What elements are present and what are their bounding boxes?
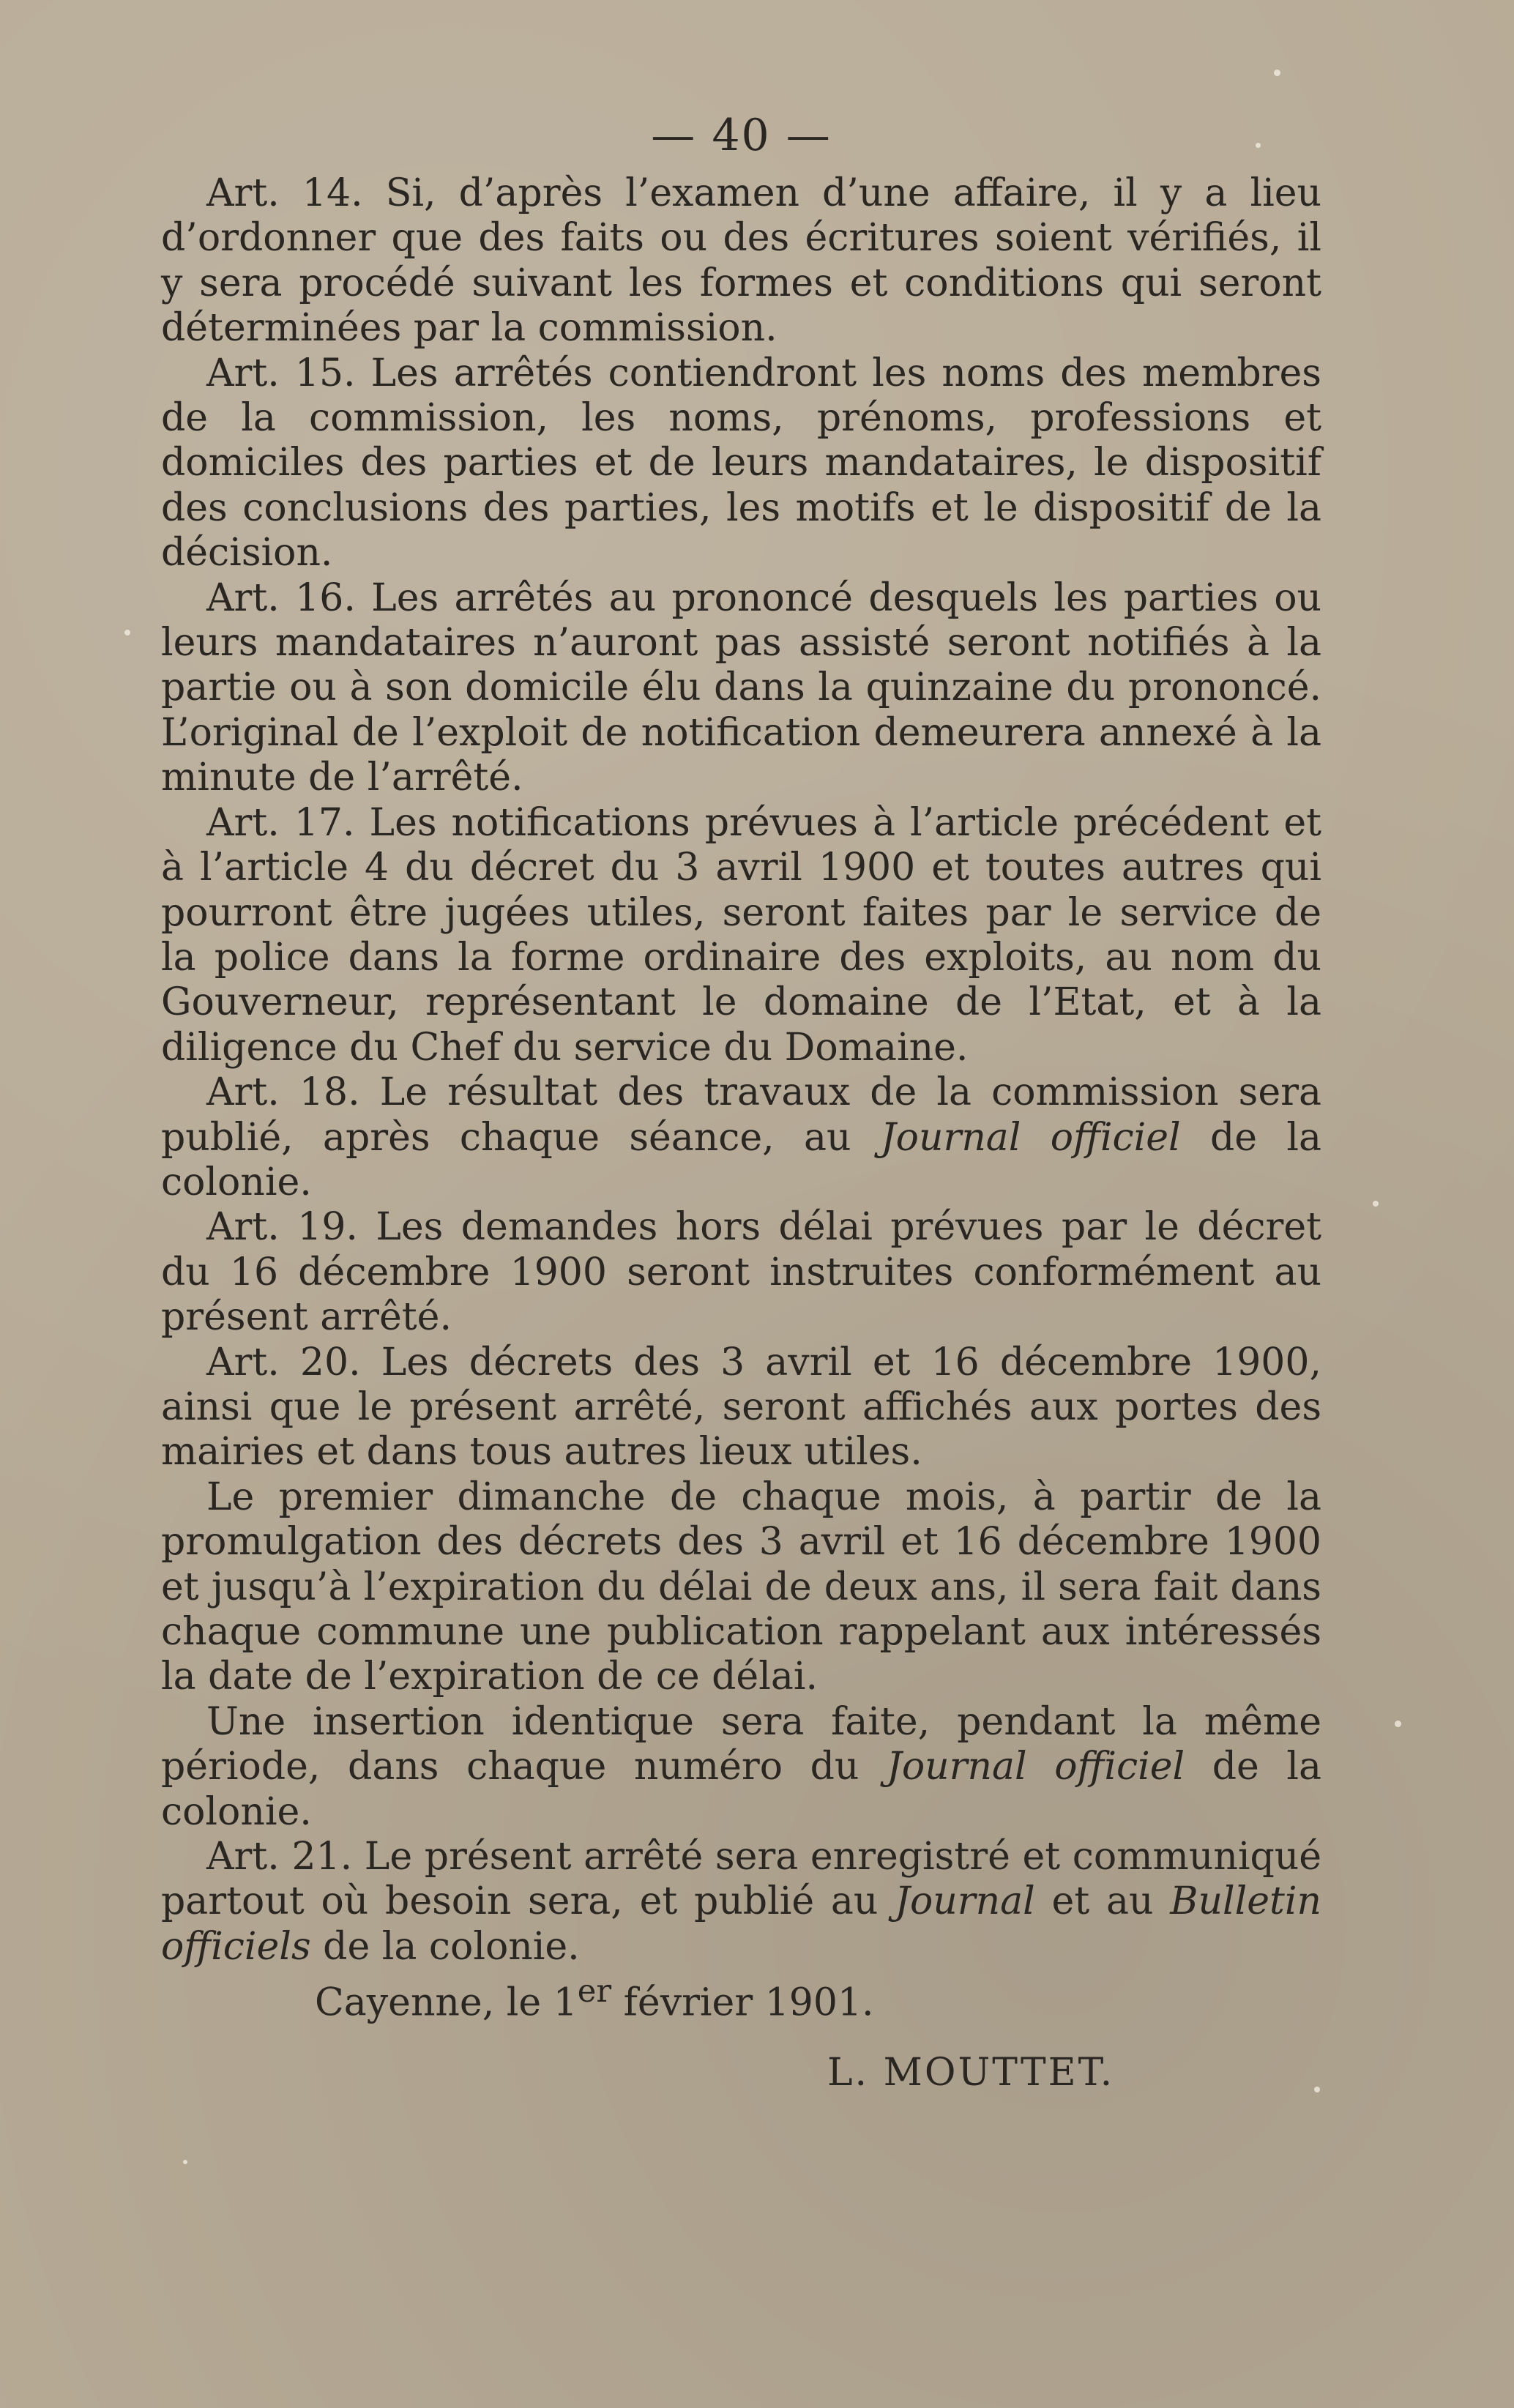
article-14: Art. 14. Si, d’après l’examen d’une affaire, il y a lieu d’ordonner que des faits ou des écritures soient vérifiés, il y sera procédé suivant les formes et conditions qui seront déterminées par la commission. xyxy=(161,171,1321,351)
paper-speck xyxy=(1256,143,1261,148)
article-21-middle: et au xyxy=(1034,1879,1171,1924)
article-21 xyxy=(161,1835,1321,1969)
article-18-text: Art. 18. Le résultat des travaux de la commission sera publié, après chaque séance, au xyxy=(161,1070,1321,1160)
article-20: Art. 20. Les décrets des 3 avril et 16 décembre 1900, ainsi que le présent arrêté, seront affichés aux portes des mairies et dans tous autres lieux utiles. xyxy=(161,1340,1321,1475)
journal-officiel-title: Journal officiel xyxy=(886,1745,1185,1789)
article-21-end: de la colonie. xyxy=(310,1924,580,1969)
page-number: — 40 — xyxy=(651,110,832,161)
date-line xyxy=(161,1969,1321,2026)
insertion-text: Une insertion identique sera faite, pendant la même période, dans chaque numéro du xyxy=(161,1699,1321,1789)
date-rest: février 1901. xyxy=(611,1980,874,2025)
insertion-end: de la colonie. xyxy=(161,1745,1321,1834)
date-place: Cayenne, le 1 xyxy=(315,1980,578,2025)
page-content xyxy=(161,110,1321,2095)
journal-officiel-title: Journal officiel xyxy=(880,1115,1181,1160)
paper-speck xyxy=(1274,70,1280,76)
article-21-text: Art. 21. Le présent arrêté sera enregistré et communiqué partout où besoin sera, et publié au xyxy=(161,1835,1321,1924)
journal-title: Journal xyxy=(895,1879,1035,1924)
article-19: Art. 19. Les demandes hors délai prévues par le décret du 16 décembre 1900 seront instruites conformément au présent arrêté. xyxy=(161,1205,1321,1340)
paper-speck xyxy=(1395,1721,1401,1727)
paper-speck xyxy=(1314,2087,1320,2092)
article-18 xyxy=(161,1070,1321,1205)
date-ordinal: er xyxy=(577,1973,612,2010)
paper-speck xyxy=(183,2160,187,2164)
signature: L. MOUTTET. xyxy=(827,2050,1115,2095)
publication-paragraph: Le premier dimanche de chaque mois, à partir de la promulgation des décrets des 3 avril et 16 décembre 1900 et jusqu’à l’expiration du délai de deux ans, il sera fait dans chaque commune une publication rappelant aux intéressés la date de l’expiration de ce délai. xyxy=(161,1475,1321,1699)
bulletin-officiels-title: Bulletin officiels xyxy=(161,1879,1321,1969)
paper-speck xyxy=(1373,1201,1379,1207)
article-15: Art. 15. Les arrêtés contiendront les noms des membres de la commission, les noms, prénoms, professions et domiciles des parties et de leurs mandataires, le dispositif des conclusions des parties, les motifs et le dispositif de la décision. xyxy=(161,351,1321,575)
insertion-paragraph xyxy=(161,1700,1321,1835)
article-16: Art. 16. Les arrêtés au prononcé desquels les parties ou leurs mandataires n’auront pas assisté seront notifiés à la partie ou à son domicile élu dans la quinzaine du prononcé. L’original de l’exploit de notification demeurera annexé à la minute de l’arrêté. xyxy=(161,575,1321,800)
article-18-end: de la colonie. xyxy=(161,1115,1321,1204)
article-17: Art. 17. Les notifications prévues à l’article précédent et à l’article 4 du décret du 3 avril 1900 et toutes autres qui pourront être jugées utiles, seront faites par le service de la police dans la forme ordinaire des exploits, au nom du Gouverneur, représentant le domaine de l’Etat, et à la diligence du Chef du service du Domaine. xyxy=(161,800,1321,1070)
paper-speck xyxy=(124,630,130,635)
